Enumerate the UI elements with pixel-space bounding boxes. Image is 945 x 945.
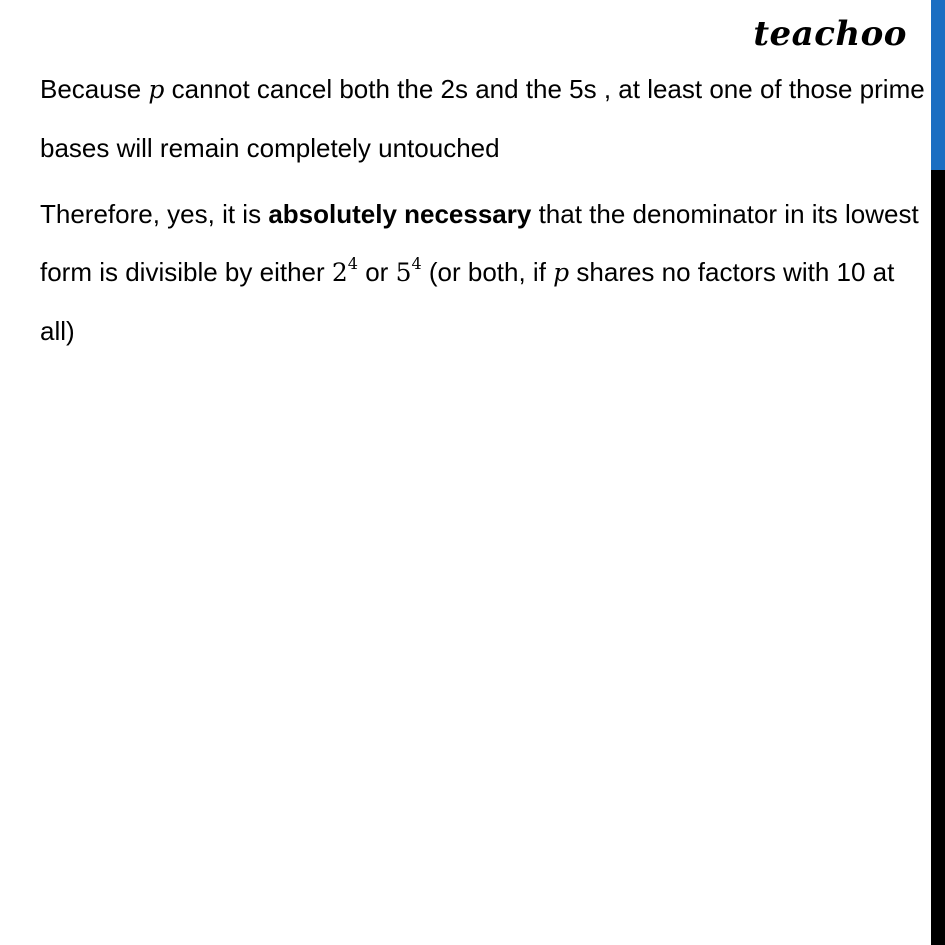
scroll-indicator-fill — [931, 0, 945, 170]
variable-p: p — [148, 75, 165, 104]
scroll-indicator[interactable] — [931, 0, 945, 945]
text: shares no factors with 10 at all) — [40, 257, 895, 346]
exponent: 4 — [411, 254, 422, 273]
teachoo-logo: teachoo — [753, 14, 907, 54]
text: that the denominator in its lowest form is divisible by either — [40, 199, 919, 287]
power-five-four — [395, 254, 422, 287]
exponent: 4 — [347, 254, 358, 273]
text: (or both, if — [421, 257, 554, 287]
base: 5 — [395, 258, 412, 287]
text: cannot cancel both the 2s and the 5s , at least one of those prime bases will remain completely untouched — [40, 74, 925, 163]
explanation-text — [40, 60, 930, 368]
variable-p: p — [553, 258, 570, 287]
power-two-four — [331, 254, 358, 287]
paragraph-conclusion — [40, 185, 930, 360]
text: Therefore, yes, it is — [40, 199, 269, 229]
text: or — [357, 257, 396, 287]
base: 2 — [331, 258, 348, 287]
text: Because — [40, 74, 149, 104]
emphasis-text: absolutely necessary — [268, 199, 532, 229]
paragraph-cancel-statement — [40, 60, 930, 177]
